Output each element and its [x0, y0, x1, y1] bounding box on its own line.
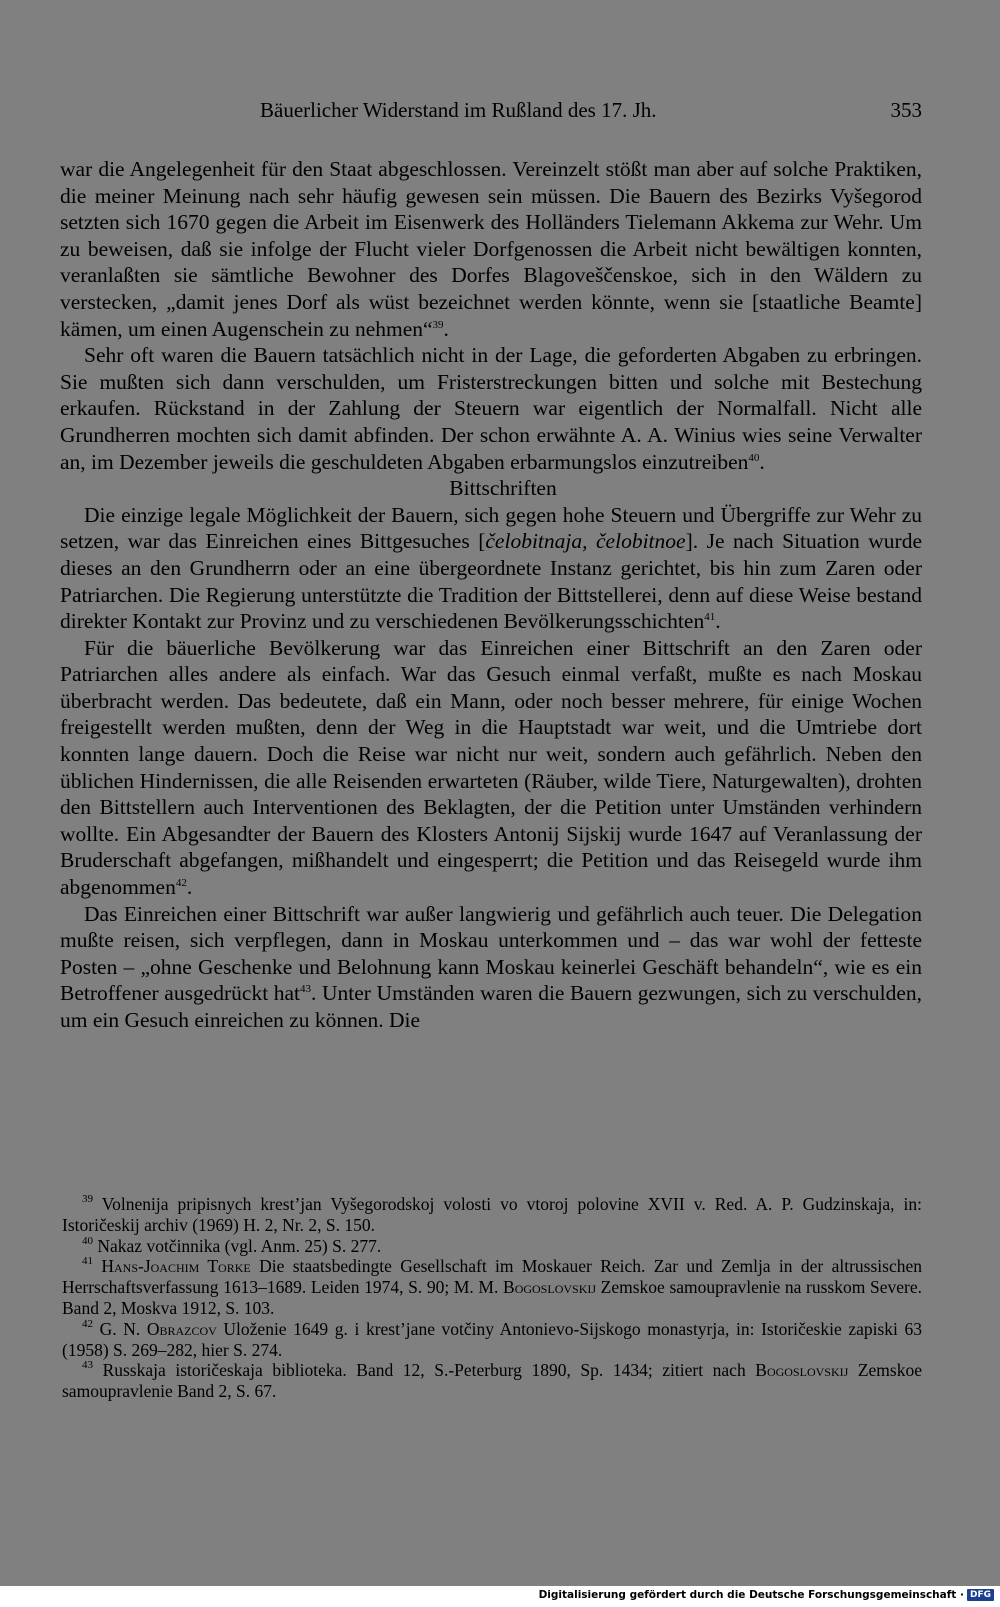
paragraph-text: Das Einreichen einer Bittschrift war außer langwierig und gefährlich auch teuer. Die Delegation mußte reisen, sich verpflegen, dann in Moskau unterkommen und – das war wohl der fetteste Posten – „ohne Geschenke und Belohnung kann Moskau keinerlei Geschäft behandeln“, wie es ein Betroffener ausgedrückt hat	[60, 901, 922, 1006]
paragraph-text: Für die bäuerliche Bevölkerung war das Einreichen einer Bittschrift an den Zaren oder Patriarchen alles andere als einfach. War das Gesuch einmal verfaßt, mußte es nach Moskau überbracht werden. Das bedeutete, daß ein Mann, oder noch besser mehrere, für einige Wochen freigestellt werden mußten, denn der Weg in die Hauptstadt war weit, und die Umtriebe dort konnten lange dauern. Doch die Reise war nicht nur weit, sondern auch gefährlich. Neben den üblichen Hindernissen, die alle Reisenden erwarteten (Räuber, wilde Tiere, Naturgewalten), drohten den Bittstellern auch Interventionen des Beklagten, der die Petition unter Umständen verhindern wollte. Ein Abgesandter der Bauern des Klosters Antonij Sijskij wurde 1647 auf Veranlassung der Bruderschaft abgefangen, mißhandelt und eingesperrt; die Petition und das Reisegeld wurde ihm abgenommen	[60, 635, 922, 900]
italic-term: čelobitnaja, čelobitnoe	[485, 529, 686, 554]
page-number: 353	[890, 98, 922, 122]
paragraph-text: .	[443, 316, 449, 341]
paragraph-text: Die einzige legale Möglichkeit der Bauern, sich gegen hohe Steuern und Übergriffe zur Wehr zu setzen, war das Einreichen eines Bittgesuches [	[60, 502, 922, 554]
footnote-text: Volnenija pripisnych krest’jan Vyšegorodskoj volosti vo vtoroj polovine XVII v. Red. A. P. Gudzinskaja, in: Istoričeskij archiv (1969) H. 2, Nr. 2, S. 150.	[62, 1194, 922, 1235]
body-text	[60, 156, 922, 1034]
paragraph-1	[60, 156, 922, 342]
footnote-number: 43	[82, 1359, 93, 1372]
footnote-number: 39	[82, 1193, 93, 1205]
paragraph-4	[60, 635, 922, 901]
paragraph-text: .	[759, 449, 765, 474]
dfg-logo: DFG	[967, 1589, 994, 1601]
footnote-40	[62, 1236, 922, 1257]
footnote-ref-42: 42	[175, 877, 187, 890]
paragraph-text: ]. Je nach Situation wurde dieses an den Grundherrn oder an eine übergeordnete Instanz gerichtet, bis hin zum Zaren oder Patriarchen. Die Regierung unterstützte die Tradition der Bittstellerei, denn auf diese Weise bestand direkter Kontakt zur Provinz und zu verschiedenen Bevölkerungsschichten	[60, 529, 923, 634]
footnote-41	[62, 1256, 922, 1318]
footnote-43	[62, 1360, 922, 1402]
footnote-text: Die staatsbedingte Gesellschaft im Moskauer Reich. Zar und Zemlja in der altrussischen Herrschaftsverfassung 1613–1689. Leiden 1974, S. 90; M. M.	[62, 1256, 923, 1298]
paragraph-text: war die Angelegenheit für den Staat abgeschlossen. Vereinzelt stößt man aber auf solche Praktiken, die meiner Meinung nach sehr häufig gewesen sein müssen. Die Bauern des Bezirks Vyšegorod setzten sich 1670 gegen die Arbeit im Eisenwerk des Holländers Tielemann Akkema zur Wehr. Um zu beweisen, daß sie infolge der Flucht vieler Dorfgenossen die Arbeit nicht bewältigen konnten, veranlaßten sie sämtliche Bewohner des Dorfes Blagoveščenskoe, sich in den Wäldern zu verstecken, „damit jenes Dorf als wüst bezeichnet werden könnte, wenn sie [staatliche Beamte] kämen, um einen Augenschein zu nehmen“	[60, 157, 922, 341]
footnote-text: Nakaz votčinnika (vgl. Anm. 25) S. 277.	[93, 1235, 382, 1256]
paragraph-text: .	[715, 609, 721, 634]
footnote-number: 42	[82, 1317, 93, 1330]
footnote-text: Russkaja istoričeskaja biblioteka. Band 12, S.-Peterburg 1890, Sp. 1434; zitiert nach	[93, 1360, 756, 1381]
footnote-text: Zemskoe samoupravlenie Band 2, S. 67.	[62, 1360, 922, 1402]
paragraph-text: . Unter Umständen waren die Bauern gezwungen, sich zu verschulden, um ein Gesuch einreichen zu können. Die	[60, 981, 922, 1032]
paragraph-text: Sehr oft waren die Bauern tatsächlich nicht in der Lage, die geforderten Abgaben zu erbringen. Sie mußten sich dann verschulden, um Fristerstreckungen bitten und solche mit Bestechung erkaufen. Rückstand in der Zahlung der Steuern war eigentlich der Normalfall. Nicht alle Grundherren mochten sich damit abfinden. Der schon erwähnte A. A. Winius wies seine Verwalter an, im Dezember jeweils die geschuldeten Abgaben erbarmungslos einzutreiben	[60, 343, 922, 474]
digitization-footer	[539, 1589, 994, 1601]
footnote-author: Bogoslovskij	[755, 1360, 849, 1381]
footnote-number: 40	[82, 1234, 93, 1247]
footnote-number: 41	[82, 1255, 93, 1268]
footer-text: Digitalisierung gefördert durch die Deutsche Forschungsgemeinschaft ·	[538, 1589, 964, 1601]
paragraph-5	[60, 901, 922, 1034]
footnote-ref-43: 43	[300, 983, 312, 996]
section-heading: Bittschriften	[449, 476, 557, 501]
footnote-text: Uloženie 1649 g. i krest’jane votčiny Antonievo-Sijskogo monastyrja, in: Istoričeskie zapiski 63 (1958) S. 269–282, hier S. 274.	[62, 1318, 922, 1360]
footnote-ref-40: 40	[748, 451, 760, 464]
footnote-39	[62, 1194, 922, 1236]
running-title: Bäuerlicher Widerstand im Rußland des 17. Jh.	[260, 98, 657, 122]
footnote-42	[62, 1319, 922, 1361]
footnote-author: Bogoslovskij	[503, 1277, 597, 1298]
footnote-ref-39: 39	[432, 318, 444, 331]
footnote-author: Obrazcov	[146, 1318, 217, 1339]
paragraph-3	[60, 502, 922, 635]
footnotes	[62, 1194, 922, 1402]
footnote-author: Hans-Joachim Torke	[101, 1256, 251, 1277]
footnote-ref-41: 41	[704, 611, 716, 624]
paragraph-2	[60, 342, 922, 475]
paragraph-text: .	[186, 875, 193, 900]
footnote-text: Zemskoe samoupravlenie na russkom Severe. Band 2, Moskva 1912, S. 103.	[62, 1277, 922, 1318]
footnote-text: G. N.	[93, 1318, 147, 1339]
